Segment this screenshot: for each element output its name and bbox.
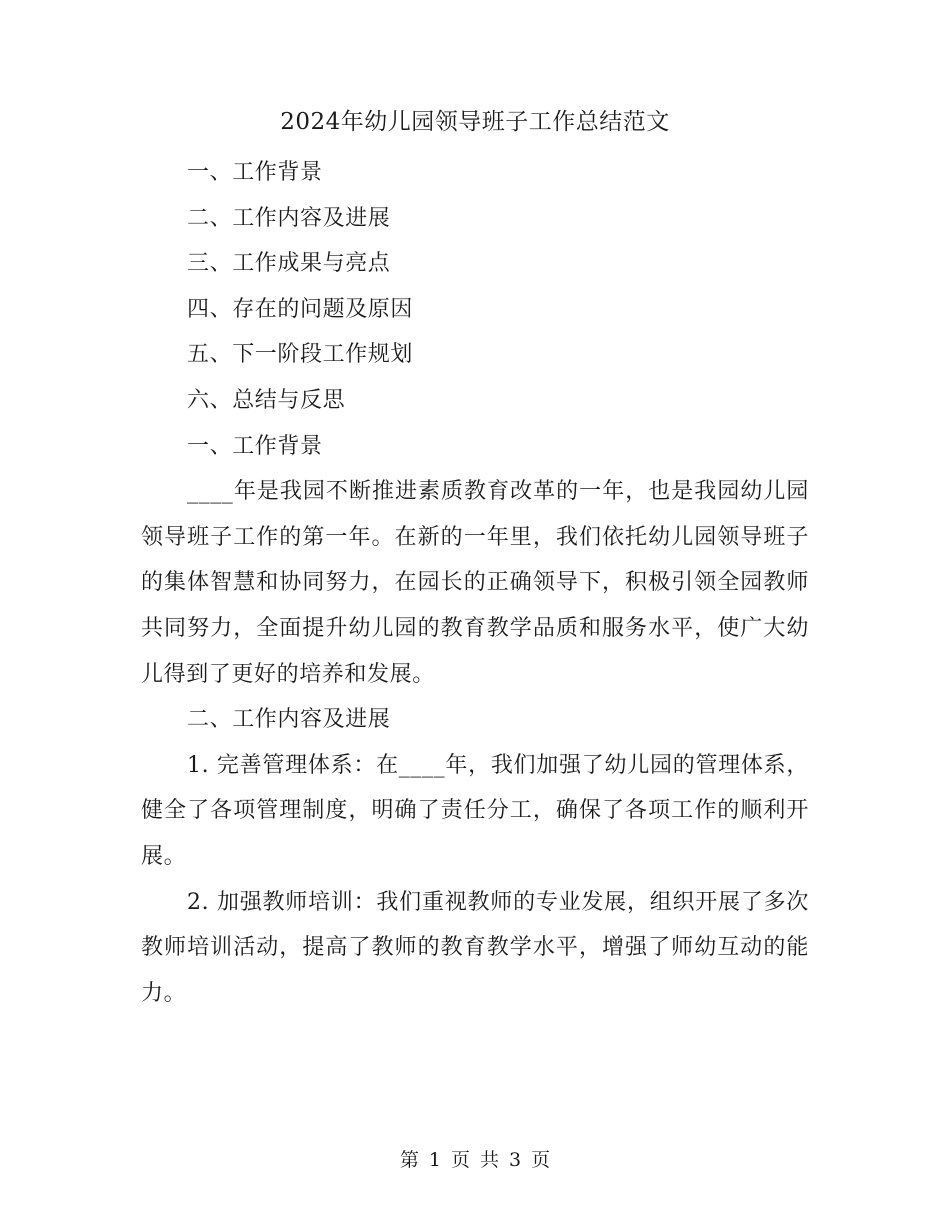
toc-item: 一、工作背景	[187, 160, 323, 185]
toc-item: 三、工作成果与亮点	[187, 251, 391, 277]
section-heading-progress: 二、工作内容及进展	[187, 707, 391, 733]
toc-item: 五、下一阶段工作规划	[187, 342, 414, 368]
page-number-footer: 第 1 页 共 3 页	[399, 1149, 551, 1171]
list-item: 1. 完善管理体系：在____年，我们加强了幼儿园的管理体系，健全了各项管理制度，明确了责任分工，确保了各项工作的顺利开展。	[141, 752, 809, 869]
toc-item: 六、总结与反思	[187, 387, 346, 413]
toc-item: 四、存在的问题及原因	[187, 296, 414, 322]
document-title: 2024年幼儿园领导班子工作总结范文	[280, 109, 670, 135]
list-item: 2. 加强教师培训：我们重视教师的专业发展，组织开展了多次教师培训活动，提高了教师的教育教学水平，增强了师幼互动的能力。	[141, 889, 809, 1006]
document-body	[141, 150, 809, 1016]
section-paragraph-background: ____年是我园不断推进素质教育改革的一年，也是我园幼儿园领导班子工作的第一年。在新的一年里，我们依托幼儿园领导班子的集体智慧和协同努力，在园长的正确领导下，积极引领全园教师共同努力，全面提升幼儿园的教育教学品质和服务水平，使广大幼儿得到了更好的培养和发展。	[141, 479, 809, 687]
section-heading-background: 一、工作背景	[187, 433, 323, 459]
toc-item: 二、工作内容及进展	[187, 205, 391, 231]
